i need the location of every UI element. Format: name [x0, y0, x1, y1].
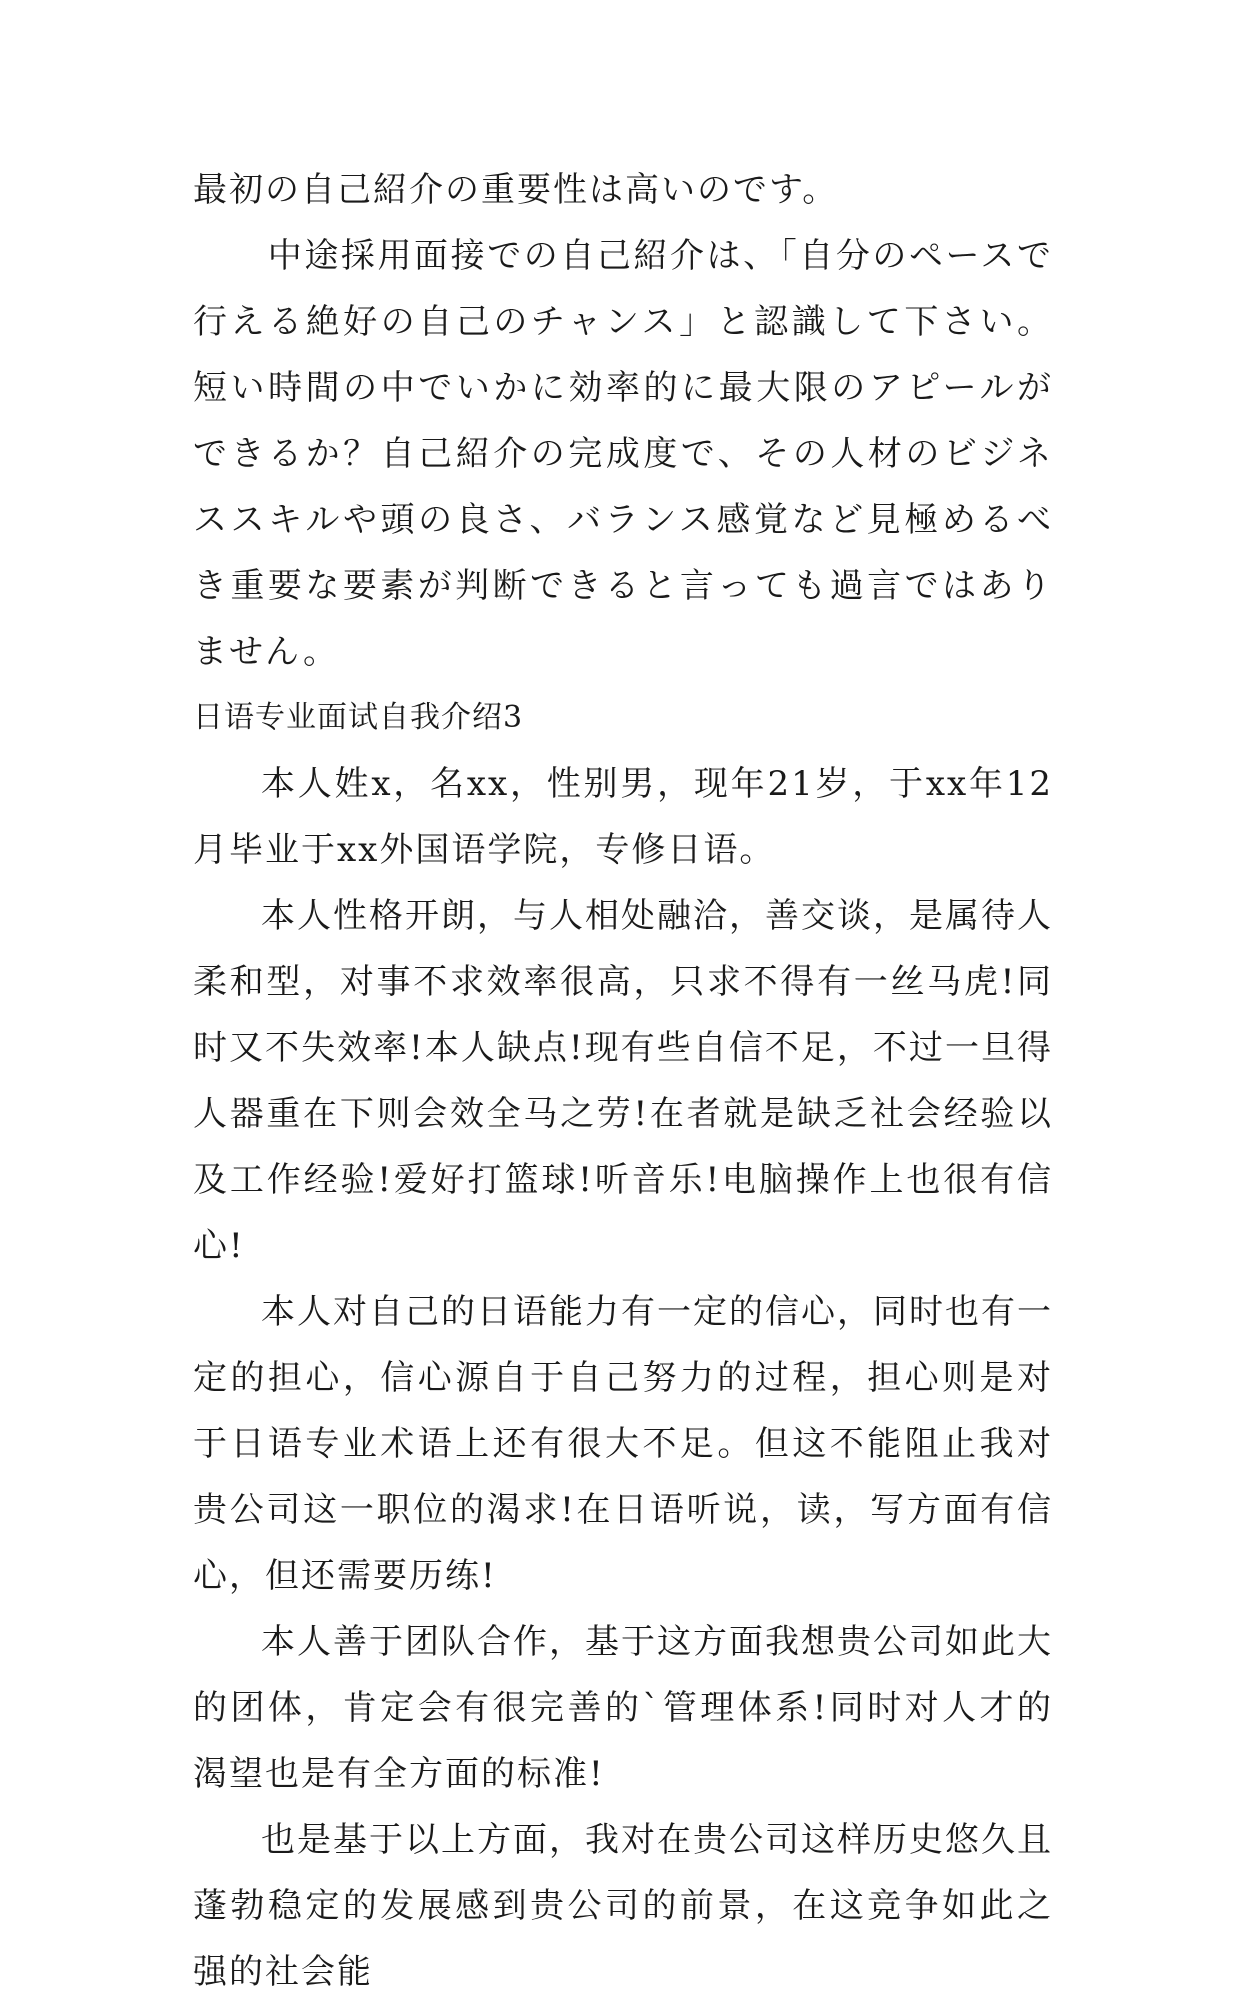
section-title: 日语专业面试自我介绍3 — [193, 700, 524, 735]
paragraph-cn-3: 本人对自己的日语能力有一定的信心，同时也有一定的担心，信心源自于自己努力的过程，担心则是对于日语专业术语上还有很大不足。但这不能阻止我对贵公司这一职位的渴求!在日语听说，读，写方面有信心，但还需要历练! — [193, 1292, 1053, 1596]
paragraph-jp-1: 最初の自己紹介の重要性は高いのです。 — [193, 170, 839, 210]
paragraph-cn-1: 本人姓x，名xx，性别男，现年21岁，于xx年12月毕业于xx外国语学院，专修日语。 — [193, 764, 1053, 870]
paragraph-cn-5: 也是基于以上方面，我对在贵公司这样历史悠久且蓬勃稳定的发展感到贵公司的前景，在这竞争如此之强的社会能 — [193, 1820, 1053, 1992]
paragraph-cn-2: 本人性格开朗，与人相处融洽，善交谈，是属待人柔和型，对事不求效率很高，只求不得有一丝马虎!同时又不失效率!本人缺点!现有些自信不足，不过一旦得人器重在下则会效全马之劳!在者就是缺乏社会经验以及工作经验!爱好打篮球!听音乐!电脑操作上也很有信心! — [193, 896, 1053, 1266]
paragraph-cn-4: 本人善于团队合作，基于这方面我想贵公司如此大的团体，肯定会有很完善的`管理体系!同时对人才的渴望也是有全方面的标准! — [193, 1622, 1053, 1794]
document-body — [193, 157, 1053, 2005]
paragraph-jp-2: 中途採用面接での自己紹介は、「自分のペースで行える絶好の自己のチャンス」と認識して下さい。短い時間の中でいかに効率的に最大限のアピールができるか？自己紹介の完成度で、その人材のビジネススキルや頭の良さ、バランス感覚など見極めるべき重要な要素が判断できると言っても過言ではありません。 — [193, 236, 1053, 672]
